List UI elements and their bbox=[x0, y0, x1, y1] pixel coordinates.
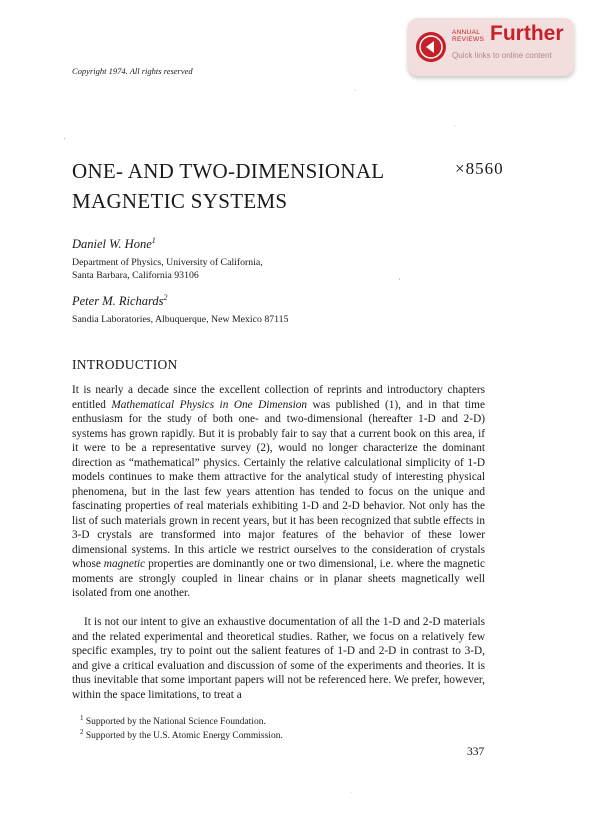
back-arrow-circle-icon bbox=[416, 32, 446, 62]
title-line-2: MAGNETIC SYSTEMS bbox=[72, 189, 288, 213]
para1-text-c: was published (1), and in that time enthusiasm for the study of both one- and two-dimensional (hereafter 1-D and 2-D) systems has grown rapidly. But it is probably fair to say that a current book on this area, if it were to be a representative survey (2), would no longer characterize the dominant direction as “mathematical” physics. Certainly the relative calculational simplicity of 1-D models continues to make them attractive for the analytical study of interesting physical phenomena, but in the last few years attention has tended to focus on the unique and fascinating properties of real materials exhibiting 1-D and 2-D behavior. Not only has the list of such materials grown in recent years, but it has been recognized that subtle effects in 3-D crystals are transformed into major features of the behavior of these lower dimensional systems. In this article we restrict ourselves to the consideration of crystals whose bbox=[72, 398, 485, 570]
logo-annual-text: ANNUAL bbox=[452, 29, 481, 36]
article-code: ×8560 bbox=[455, 159, 504, 178]
paragraph-1 bbox=[72, 383, 485, 601]
para1-book-title: Mathematical Physics in One Dimension bbox=[111, 398, 308, 411]
author-2-name: Peter M. Richards bbox=[72, 294, 164, 309]
affil-2-line-1: Sandia Laboratories, Albuquerque, New Mexico 87115 bbox=[72, 314, 289, 325]
title-line-1: ONE- AND TWO-DIMENSIONAL bbox=[72, 159, 385, 183]
further-banner[interactable] bbox=[408, 18, 574, 76]
scan-speck: · bbox=[454, 124, 456, 130]
footnote-2-sup: 2 bbox=[80, 728, 84, 736]
para1-emphasis: magnetic bbox=[103, 558, 146, 570]
author-1 bbox=[72, 236, 156, 252]
author-2 bbox=[72, 293, 168, 309]
footnote-2-text: Supported by the U.S. Atomic Energy Commission. bbox=[85, 731, 283, 742]
scan-speck: · bbox=[350, 790, 352, 796]
author-1-name: Daniel W. Hone bbox=[72, 237, 152, 252]
section-heading: INTRODUCTION bbox=[72, 357, 178, 372]
further-label: Further bbox=[490, 22, 564, 45]
footnote-1 bbox=[80, 714, 266, 727]
footnote-2 bbox=[80, 728, 283, 741]
author-2-affiliation bbox=[72, 313, 288, 326]
footnote-1-sup: 1 bbox=[80, 714, 84, 722]
scan-speck: , bbox=[399, 275, 401, 281]
logo-reviews-text: REVIEWS bbox=[452, 36, 485, 43]
article-title bbox=[72, 156, 384, 216]
author-1-affiliation bbox=[72, 256, 263, 282]
scan-speck: · bbox=[354, 88, 356, 94]
further-subtitle: Quick links to online content bbox=[452, 51, 552, 60]
para1-text-a: It is nearly a decade since the excellent collection of reprints and introductory chapters entitled bbox=[72, 384, 485, 411]
affil-1-line-2: Santa Barbara, California 93106 bbox=[72, 270, 199, 281]
copyright-notice: Copyright 1974. All rights reserved bbox=[72, 66, 193, 76]
annual-reviews-logo bbox=[452, 29, 484, 43]
para1-text-e: properties are dominantly one or two dimensional, i.e. where the magnetic moments are strongly coupled in linear chains or in planar sheets magnetically well isolated from one another. bbox=[72, 558, 485, 599]
affil-1-line-1: Department of Physics, University of California, bbox=[72, 257, 263, 268]
paragraph-2: It is not our intent to give an exhaustive documentation of all the 1-D and 2-D materials and the related experimental and theoretical studies. Rather, we focus on a relatively few specific examples, try to point out the salient features of 1-D and 2-D in contrast to 3-D, and give a critical evaluation and discussion of some of the experiments and theories. It is thus inevitable that some important papers will not be referenced here. We prefer, however, within the space limitations, to treat a bbox=[72, 616, 485, 701]
footnote-1-text: Supported by the National Science Foundation. bbox=[85, 717, 266, 728]
page-number: 337 bbox=[467, 746, 485, 758]
author-1-sup: 1 bbox=[151, 236, 156, 245]
scan-speck: ' bbox=[64, 138, 66, 144]
author-2-sup: 2 bbox=[163, 293, 168, 302]
